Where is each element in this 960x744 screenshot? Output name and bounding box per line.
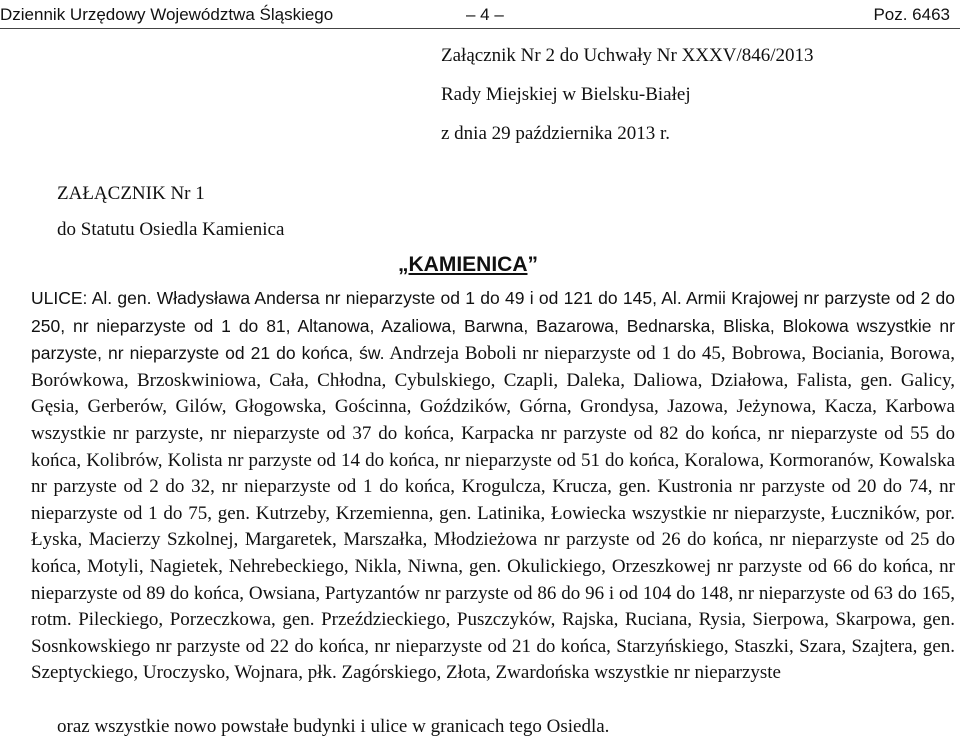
open-quote: „ bbox=[398, 253, 409, 276]
page-number: – 4 – bbox=[466, 5, 504, 24]
page-header bbox=[0, 2, 960, 28]
position-number: Poz. 6463 bbox=[873, 5, 950, 24]
statute-title: ZAŁĄCZNIK Nr 1 bbox=[57, 183, 205, 204]
statute-subtitle: do Statutu Osiedla Kamienica bbox=[57, 219, 285, 240]
street-list-lead: ULICE: Al. gen. Władysława Andersa nr nieparzyste od 1 do 49 i od 121 do 145, Al. Armii Krajowej nr parzyste od 2 do 250, nr nieparzyste od 1 do 81, Altanowa, Azaliowa, Barwna, Bazarowa, Bednarska, Bliska, Blokowa wszystkie nr parzyste, nr nieparzyste od 21 do końca, św. bbox=[31, 288, 955, 364]
header-divider bbox=[0, 28, 960, 29]
closing-sentence: oraz wszystkie nowo powstałe budynki i ulice w granicach tego Osiedla. bbox=[57, 716, 610, 737]
settlement-name bbox=[398, 253, 538, 277]
attachment-line-3: z dnia 29 października 2013 r. bbox=[441, 123, 670, 144]
street-list bbox=[31, 285, 955, 687]
journal-title: Dziennik Urzędowy Województwa Śląskiego bbox=[0, 5, 334, 24]
attachment-line-1: Załącznik Nr 2 do Uchwały Nr XXXV/846/2013 bbox=[441, 45, 814, 66]
street-list-rest: Andrzeja Boboli nr nieparzyste od 1 do 45, Bobrowa, Bociania, Borowa, Borówkowa, Brzoskwiniowa, Cała, Chłodna, Cybulskiego, Czapli, Daleka, Daliowa, Działowa, Falista, gen. Galicy, Gęsia, Gerberów, Gilów, Głogowska, Gościnna, Goździków, Górna, Grondysa, Jazowa, Jeżynowa, Kacza, Karbowa wszystkie nr parzyste, nr nieparzyste od 37 do końca, Karpacka nr parzyste od 82 do końca, nr nieparzyste od 55 do końca, Kolibrów, Kolista nr parzyste od 14 do końca, nr nieparzyste od 51 do końca, Koralowa, Kormoranów, Kowalska nr parzyste od 2 do 32, nr nieparzyste od 1 do końca, Krogulcza, Krucza, gen. Kustronia nr parzyste od 20 do 74, nr nieparzyste od 1 do 75, gen. Kutrzeby, Krzemienna, gen. Latinika, Łowiecka wszystkie nr nieparzyste, Łuczników, por. Łyska, Macierzy Szkolnej, Margaretek, Marszałka, Młodzieżowa nr parzyste od 26 do końca, nr nieparzyste od 25 do końca, Motyli, Nagietek, Nehrebeckiego, Nikla, Niwna, gen. Okulickiego, Orzeszkowej nr parzyste od 66 do końca, nr nieparzyste od 89 do końca, Owsiana, Partyzantów nr parzyste od 86 do 96 i od 104 do 148, nr nieparzyste od 63 do 165, rotm. Pileckiego, Porzeczkowa, gen. Przeździeckiego, Puszczyków, Rajska, Ruciana, Rysia, Sierpowa, Skarpowa, gen. Sosnkowskiego nr parzyste od 22 do końca, nr nieparzyste od 21 do końca, Starzyńskiego, Staszki, Szara, Szajtera, gen. Szeptyckiego, Uroczysko, Wojnara, płk. Zagórskiego, Złota, Zwardońska wszystkie nr nieparzyste bbox=[31, 343, 955, 684]
close-quote: ” bbox=[527, 253, 538, 276]
settlement-name-text: KAMIENICA bbox=[408, 253, 528, 276]
attachment-line-2: Rady Miejskiej w Bielsku-Białej bbox=[441, 84, 691, 105]
